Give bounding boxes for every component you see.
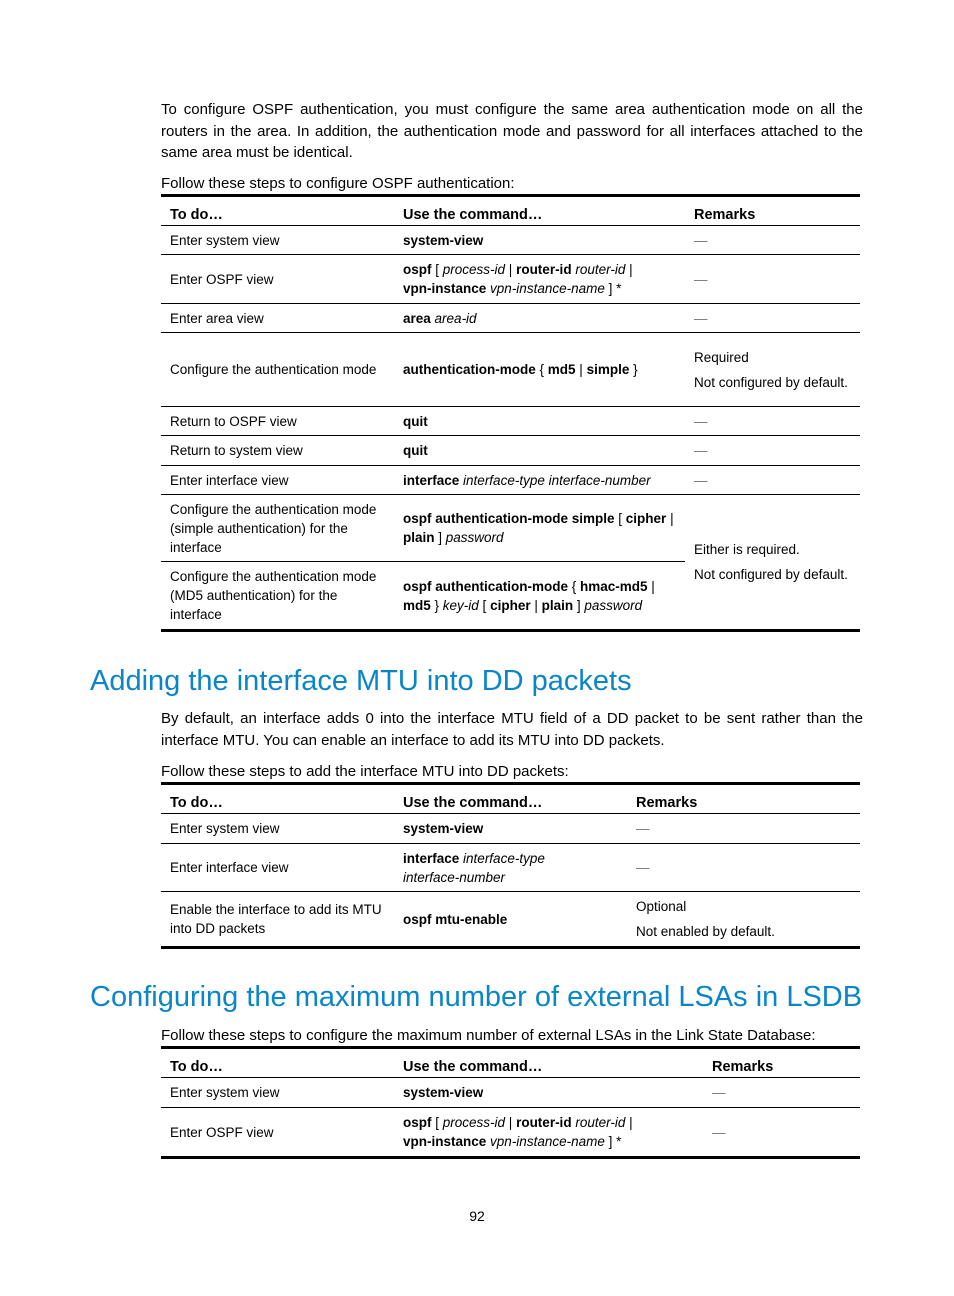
command-cell: system-view: [403, 232, 484, 248]
auth-steps-lead: Follow these steps to configure OSPF authentication:: [161, 175, 515, 192]
command-cell: area area-id: [403, 310, 477, 326]
remarks-cell: —: [694, 310, 708, 326]
command-cell: ospf [ process-id | router-id router-id | vpn-instance vpn-instance-name ] *: [403, 262, 633, 296]
command-cell: quit: [403, 443, 428, 458]
section-heading-mtu: Adding the interface MTU into DD packets: [90, 665, 632, 697]
todo-cell: Enable the interface to add its MTU into DD packets: [170, 902, 382, 936]
section-heading-lsa: Configuring the maximum number of external LSAs in LSDB: [90, 981, 863, 1013]
header-todo: To do…: [170, 1059, 223, 1075]
table-row: [161, 844, 860, 892]
table-row: [161, 814, 860, 844]
remarks-cell: [685, 333, 860, 407]
header-command: Use the command…: [403, 795, 543, 811]
remarks-default: Not configured by default.: [694, 374, 848, 390]
remarks-cell: —: [694, 232, 708, 248]
table-header-row: [161, 1048, 860, 1078]
todo-cell: Return to OSPF view: [170, 413, 297, 429]
command-cell: ospf [ process-id | router-id router-id | vpn-instance vpn-instance-name ] *: [403, 1115, 633, 1149]
remarks-cell: [627, 892, 860, 948]
todo-cell: Enter system view: [170, 232, 280, 248]
header-todo: To do…: [170, 207, 223, 223]
table-header-row: [161, 196, 860, 226]
table-row: [161, 255, 860, 304]
auth-steps-table: [161, 194, 860, 632]
command-cell: ospf authentication-mode { hmac-md5 | md5 } key-id [ cipher | plain ] password: [403, 578, 655, 613]
todo-cell: Enter system view: [170, 821, 280, 836]
remarks-cell: —: [694, 271, 708, 287]
remarks-cell: —: [712, 1085, 726, 1100]
table-row: [161, 226, 860, 255]
header-command: Use the command…: [403, 207, 543, 223]
remarks-required: Required: [694, 349, 749, 365]
remarks-cell: —: [636, 860, 650, 875]
command-cell: authentication-mode { md5 | simple }: [403, 362, 638, 377]
table-row: [161, 436, 860, 466]
remarks-default: Not configured by default.: [694, 567, 848, 582]
table-row: [161, 892, 860, 948]
todo-cell: Enter OSPF view: [170, 1124, 274, 1140]
todo-cell: Configure the authentication mode (simple authentication) for the interface: [170, 501, 377, 555]
command-cell: system-view: [403, 1085, 484, 1100]
command-cell: ospf authentication-mode simple [ cipher | plain ] password: [403, 511, 674, 545]
todo-cell: Enter interface view: [170, 472, 289, 488]
todo-cell: Configure the authentication mode (MD5 authentication) for the interface: [170, 569, 377, 622]
remarks-default: Not enabled by default.: [636, 924, 775, 939]
table-row: [161, 495, 860, 562]
todo-cell: Enter system view: [170, 1085, 280, 1100]
table-row: [161, 466, 860, 495]
remarks-optional: Optional: [636, 899, 687, 914]
table-header-row: [161, 784, 860, 814]
lsa-steps-lead: Follow these steps to configure the maximum number of external LSAs in the Link State Database:: [161, 1027, 816, 1044]
todo-cell: Enter OSPF view: [170, 271, 274, 287]
remarks-either-required: Either is required.: [694, 542, 800, 557]
command-cell: ospf mtu-enable: [403, 911, 508, 927]
remarks-cell-shared: [685, 495, 860, 631]
header-command: Use the command…: [403, 1059, 543, 1075]
todo-cell: Return to system view: [170, 443, 303, 458]
todo-cell: Enter area view: [170, 310, 264, 326]
todo-cell: Enter interface view: [170, 860, 289, 875]
header-remarks: Remarks: [694, 207, 756, 223]
command-cell: interface interface-type interface-number: [403, 472, 651, 488]
todo-cell: Configure the authentication mode: [170, 362, 377, 377]
table-row: [161, 407, 860, 436]
header-remarks: Remarks: [712, 1059, 774, 1075]
page-number: 92: [469, 1208, 485, 1224]
table-row: [161, 304, 860, 333]
remarks-cell: —: [694, 443, 708, 458]
remarks-cell: —: [694, 413, 708, 429]
header-remarks: Remarks: [636, 795, 698, 811]
command-cell: quit: [403, 413, 428, 429]
mtu-steps-lead: Follow these steps to add the interface MTU into DD packets:: [161, 763, 569, 780]
remarks-cell: —: [636, 821, 650, 836]
table-row: [161, 333, 860, 407]
header-todo: To do…: [170, 795, 223, 811]
lsa-steps-table: [161, 1046, 860, 1159]
command-cell: system-view: [403, 821, 484, 836]
intro-paragraph: To configure OSPF authentication, you must configure the same area authentication mode on all the routers in the area. In addition, the authentication mode and password for all interfaces attached to the same area must be identical.: [161, 101, 863, 161]
command-cell: interface interface-type interface-number: [403, 850, 545, 885]
remarks-cell: —: [694, 472, 708, 488]
mtu-steps-table: [161, 782, 860, 949]
table-row: [161, 1108, 860, 1158]
table-row: [161, 1078, 860, 1108]
remarks-cell: —: [712, 1124, 726, 1140]
mtu-paragraph: By default, an interface adds 0 into the interface MTU field of a DD packet to be sent rather than the interface MTU. You can enable an interface to add its MTU into DD packets.: [161, 710, 863, 749]
